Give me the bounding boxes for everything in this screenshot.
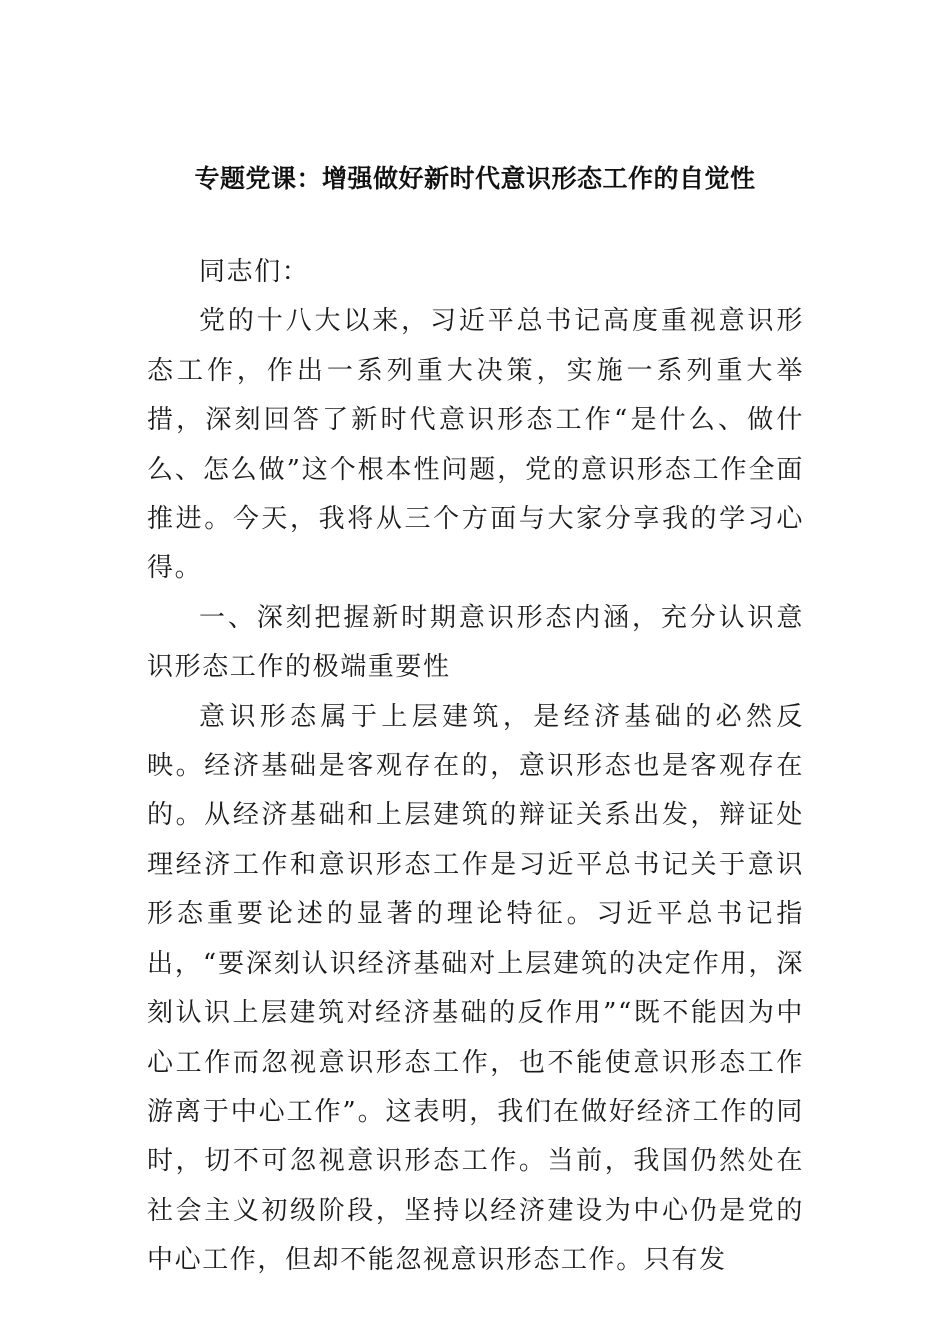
section-heading-1: 一、深刻把握新时期意识形态内涵，充分认识意识形态工作的极端重要性 bbox=[147, 602, 804, 683]
document-body bbox=[147, 248, 804, 1286]
salutation: 同志们： bbox=[199, 257, 310, 287]
paragraph-section-1: 意识形态属于上层建筑，是经济基础的必然反映。经济基础是客观存在的，意识形态也是客观存在的。从经济基础和上层建筑的辩证关系出发，辩证处理经济工作和意识形态工作是习近平总书记关于意识形态重要论述的显著的理论特征。习近平总书记指出，“要深刻认识经济基础对上层建筑的决定作用，深刻认识上层建筑对经济基础的反作用”“既不能因为中心工作而忽视意识形态工作，也不能使意识形态工作游离于中心工作”。这表明，我们在做好经济工作的同时，切不可忽视意识形态工作。当前，我国仍然处在社会主义初级阶段，坚持以经济建设为中心仍是党的中心工作，但却不能忽视意识形态工作。只有发 bbox=[147, 701, 804, 1276]
document-title: 专题党课：增强做好新时代意识形态工作的自觉性 bbox=[194, 164, 756, 193]
paragraph-intro: 党的十八大以来，习近平总书记高度重视意识形态工作，作出一系列重大决策，实施一系列重大举措，深刻回答了新时代意识形态工作“是什么、做什么、怎么做”这个根本性问题，党的意识形态工作全面推进。今天，我将从三个方面与大家分享我的学习心得。 bbox=[147, 306, 804, 584]
